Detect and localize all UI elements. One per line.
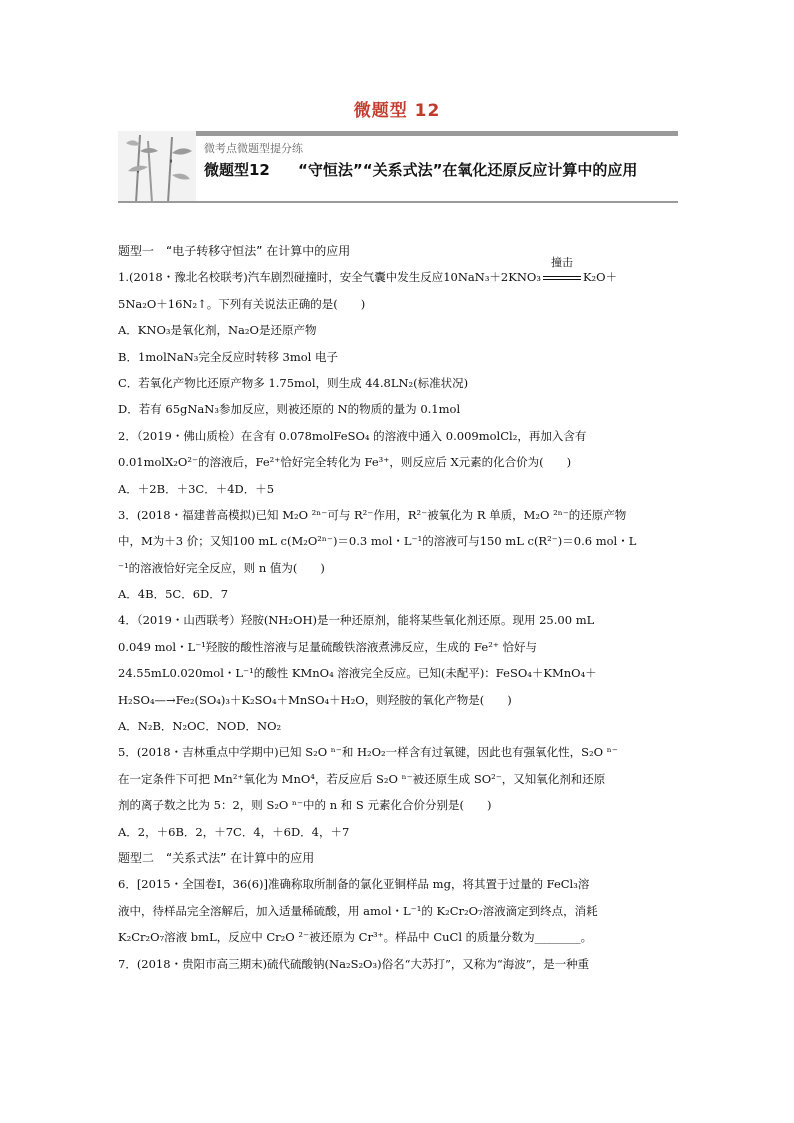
question-line: 0.01molX₂O²⁻的溶液后，Fe²⁺恰好完全转化为 Fe³⁺，则反应后 X元素的化合价为( ) (118, 455, 572, 470)
question-line: 3．(2018・福建普高模拟)已知 M₂O ²ⁿ⁻可与 R²⁻作用，R²⁻被氧化为 R 单质，M₂O ²ⁿ⁻的还原产物 (118, 507, 627, 522)
option-line: A．KNO₃是氧化剂，Na₂O是还原产物 (118, 323, 317, 338)
section-heading-2: 题型二 “关系式法” 在计算中的应用 (118, 850, 315, 865)
question-line: 剂的离子数之比为 5：2，则 S₂O ⁿ⁻中的 n 和 S 元素化合价分别是( ) (118, 798, 492, 813)
question-line: 0.049 mol・L⁻¹羟胺的酸性溶液与足量硫酸铁溶液煮沸反应，生成的 Fe²⁺ 恰好与 (118, 639, 538, 654)
reaction-arrow (543, 256, 581, 285)
question-line: 2．（2019・佛山质检）在含有 0.078molFeSO₄ 的溶液中通入 0.009molCl₂，再加入含有 (118, 428, 587, 443)
option-line: B．1molNaN₃完全反应时转移 3mol 电子 (118, 349, 338, 364)
page-title: 微题型 12 (353, 101, 441, 121)
question-line: 中，M为＋3 价；又知100 mL c(M₂O²ⁿ⁻)＝0.3 mol・L⁻¹的溶液可与150 mL c(R²⁻)＝0.6 mol・L (118, 534, 637, 549)
question-line: 24.55mL0.020mol・L⁻¹的酸性 KMnO₄ 溶液完全反应。已知(未配平)：FeSO₄＋KMnO₄＋ (118, 666, 597, 681)
banner-bottom-rule (118, 201, 678, 203)
option-line: A．N₂B．N₂OC．NOD．NO₂ (118, 719, 282, 734)
question-body (118, 238, 678, 977)
banner-top-rule (118, 131, 678, 136)
question-line: K₂Cr₂O₇溶液 bmL，反应中 Cr₂O ²⁻被还原为 Cr³⁺。样品中 CuCl 的质量分数为________。 (118, 930, 593, 945)
question-line: 液中，待样品完全溶解后，加入适量稀硫酸，用 amol・L⁻¹的 K₂Cr₂O₇溶液滴定到终点，消耗 (118, 903, 598, 918)
question-1-products: K₂O＋ (582, 270, 618, 285)
question-line (118, 256, 678, 290)
option-line: A．＋2B．＋3C．＋4D．＋5 (118, 481, 275, 496)
section-heading-1: 题型一 “电子转移守恒法” 在计算中的应用 (118, 244, 351, 258)
option-line: A．4B．5C．6D．7 (118, 587, 229, 602)
question-line: 7．(2018・贵阳市高三期末)硫代硫酸钠(Na₂S₂O₃)俗名“大苏打”，又称为“海波”，是一种重 (118, 956, 590, 971)
banner-heading: “守恒法”“关系式法”在氧化还原反应计算中的应用 (298, 161, 638, 179)
question-line: 在一定条件下可把 Mn²⁺氧化为 MnO⁴，若反应后 S₂O ⁿ⁻被还原生成 SO²⁻，又知氧化剂和还原 (118, 771, 606, 786)
option-line: C．若氧化产物比还原产物多 1.75mol，则生成 44.8LN₂(标准状况) (118, 375, 469, 390)
question-1-stem: 1.(2018・豫北名校联考)汽车剧烈碰撞时，安全气囊中发生反应10NaN₃＋2KNO₃ (118, 270, 541, 285)
option-line: D．若有 65gNaN₃参加反应，则被还原的 N的物质的量为 0.1mol (118, 402, 461, 417)
question-line: H₂SO₄—→Fe₂(SO₄)₃＋K₂SO₄＋MnSO₄＋H₂O，则羟胺的氧化产物是( ) (118, 692, 512, 707)
banner-label: 微题型12 (204, 161, 270, 179)
reaction-condition: 撞击 (550, 256, 573, 270)
question-line: 4．（2019・山西联考）羟胺(NH₂OH)是一种还原剂，能将某些氧化剂还原。现用 25.00 mL (118, 613, 595, 628)
bamboo-icon (118, 131, 196, 203)
question-line: 5．(2018・吉林重点中学期中)已知 S₂O ⁿ⁻和 H₂O₂一样含有过氧键，因此也有强氧化性，S₂O ⁿ⁻ (118, 745, 618, 760)
question-line: 5Na₂O＋16N₂↑。下列有关说法正确的是( ) (118, 296, 366, 311)
option-line: A．2，＋6B．2，＋7C．4，＋6D．4，＋7 (118, 824, 350, 839)
banner-kicker: 微考点微题型提分练 (204, 142, 303, 155)
topic-banner (118, 131, 678, 203)
question-line: ⁻¹的溶液恰好完全反应，则 n 值为( ) (118, 560, 325, 575)
question-line: 6．[2015・全国卷Ⅰ，36(6)]准确称取所制备的氯化亚铜样品 mg，将其置于过量的 FeCl₃溶 (118, 877, 590, 892)
